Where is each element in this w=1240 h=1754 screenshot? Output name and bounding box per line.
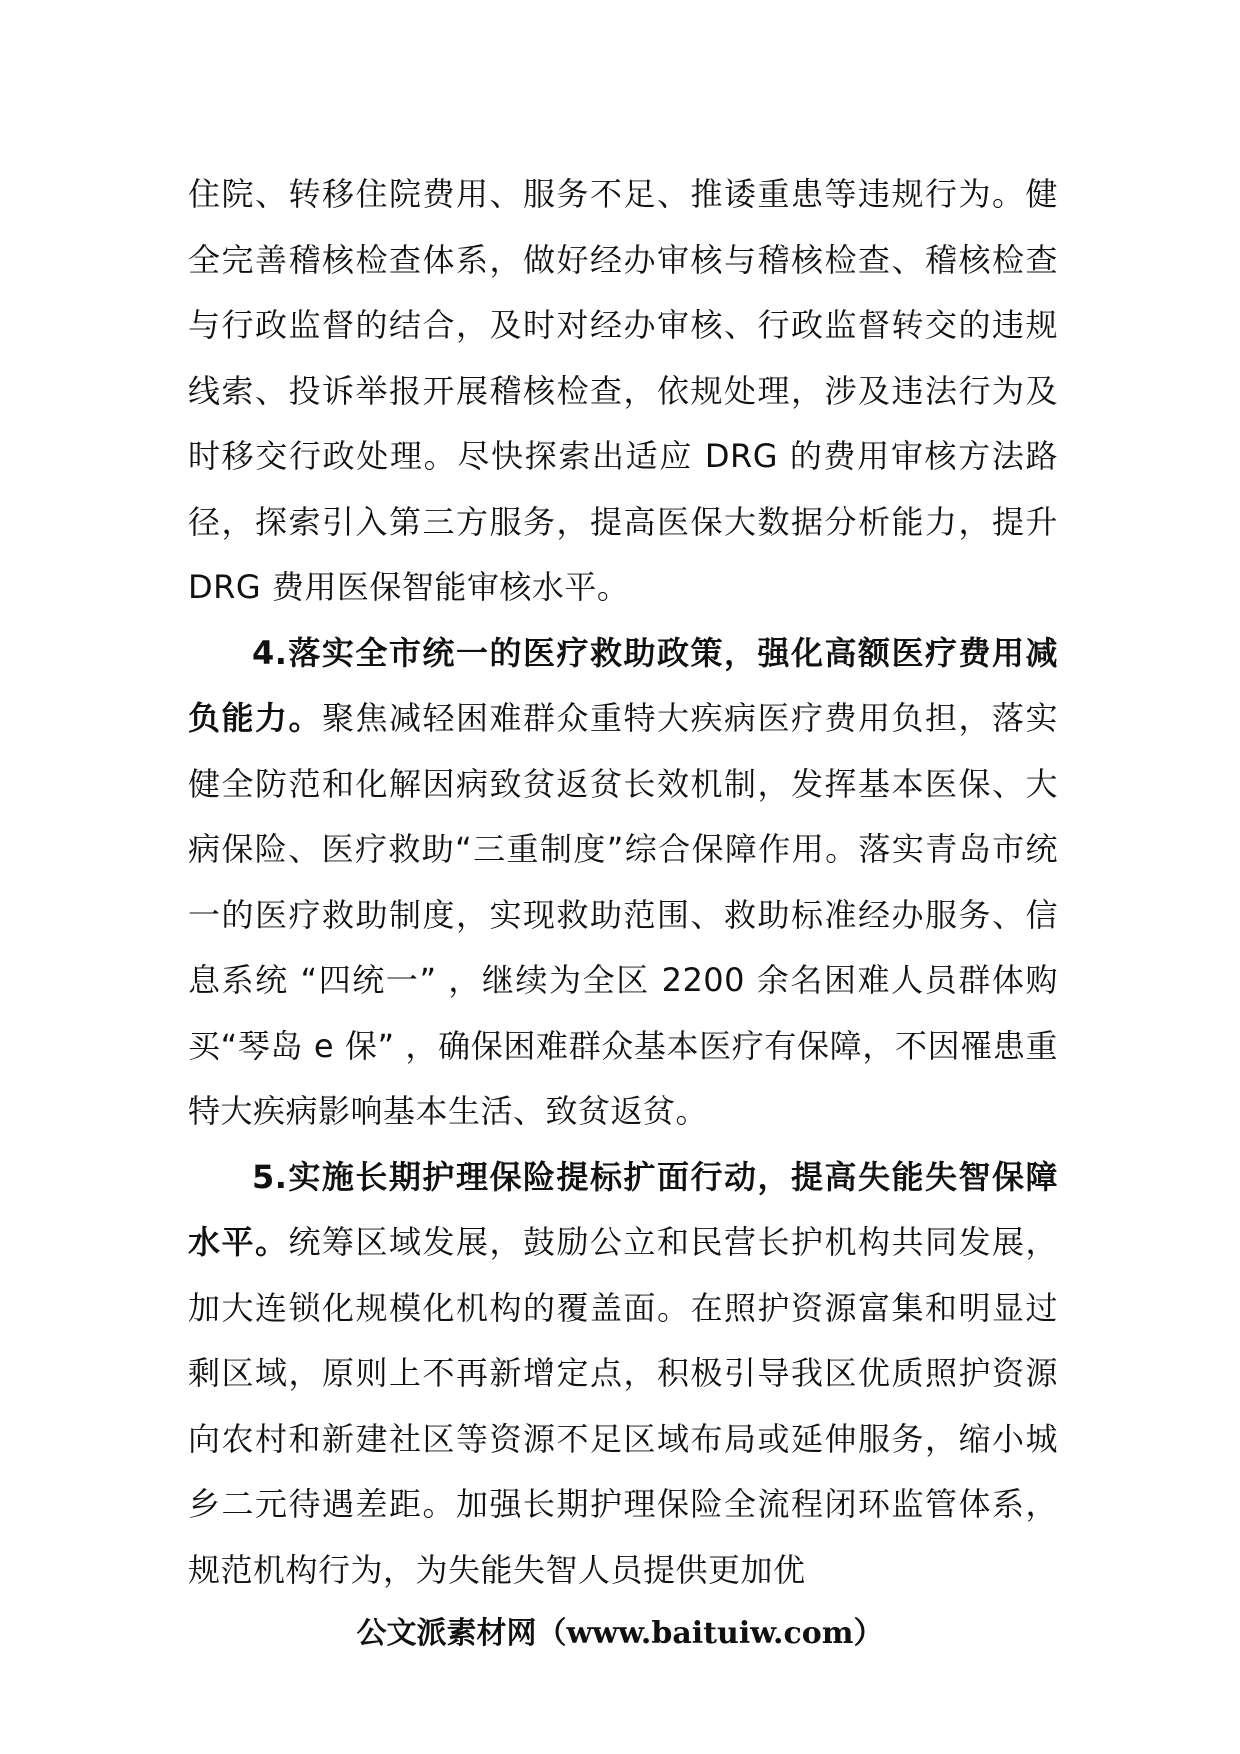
paragraph-heading: 5.实施长期护理保险提标扩面行动，提高失能失智保障水平。	[188, 1157, 1058, 1261]
paragraph-continued	[188, 162, 1058, 621]
footer-watermark: 公文派素材网（www.baituiw.com）	[356, 1616, 884, 1651]
document-body	[188, 162, 1058, 1603]
paragraph-heading: 4.落实全市统一的医疗救助政策，强化高额医疗费用减负能力。	[188, 633, 1058, 737]
paragraph-text: 统筹区域发展，鼓励公立和民营长护机构共同发展，加大连锁化规模化机构的覆盖面。在照护资源富集和明显过剩区域，原则上不再新增定点，积极引导我区优质照护资源向农村和新建社区等资源不足区域布局或延伸服务，缩小城乡二元待遇差距。加强长期护理保险全流程闭环监管体系，规范机构行为，为失能失智人员提供更加优	[188, 1223, 1058, 1589]
paragraph-text: 住院、转移住院费用、服务不足、推诿重患等违规行为。健全完善稽核检查体系，做好经办审核与稽核检查、稽核检查与行政监督的结合，及时对经办审核、行政监督转交的违规线索、投诉举报开展稽核检查，依规处理，涉及违法行为及时移交行政处理。尽快探索出适应 DRG 的费用审核方法路径，探索引入第三方服务，提高医保大数据分析能力，提升 DRG 费用医保智能审核水平。	[188, 175, 1058, 606]
paragraph-text: 聚焦减轻困难群众重特大疾病医疗费用负担，落实健全防范和化解因病致贫返贫长效机制，发挥基本医保、大病保险、医疗救助“三重制度”综合保障作用。落实青岛市统一的医疗救助制度，实现救助范围、救助标准经办服务、信息系统 “四统一” ，继续为全区 2200 余名困难人员群体购买“琴岛 e 保” ，确保困难群众基本医疗有保障，不因罹患重特大疾病影响基本生活、致贫返贫。	[188, 699, 1058, 1130]
paragraph-medical-assistance	[188, 621, 1058, 1145]
paragraph-long-term-care	[188, 1145, 1058, 1604]
